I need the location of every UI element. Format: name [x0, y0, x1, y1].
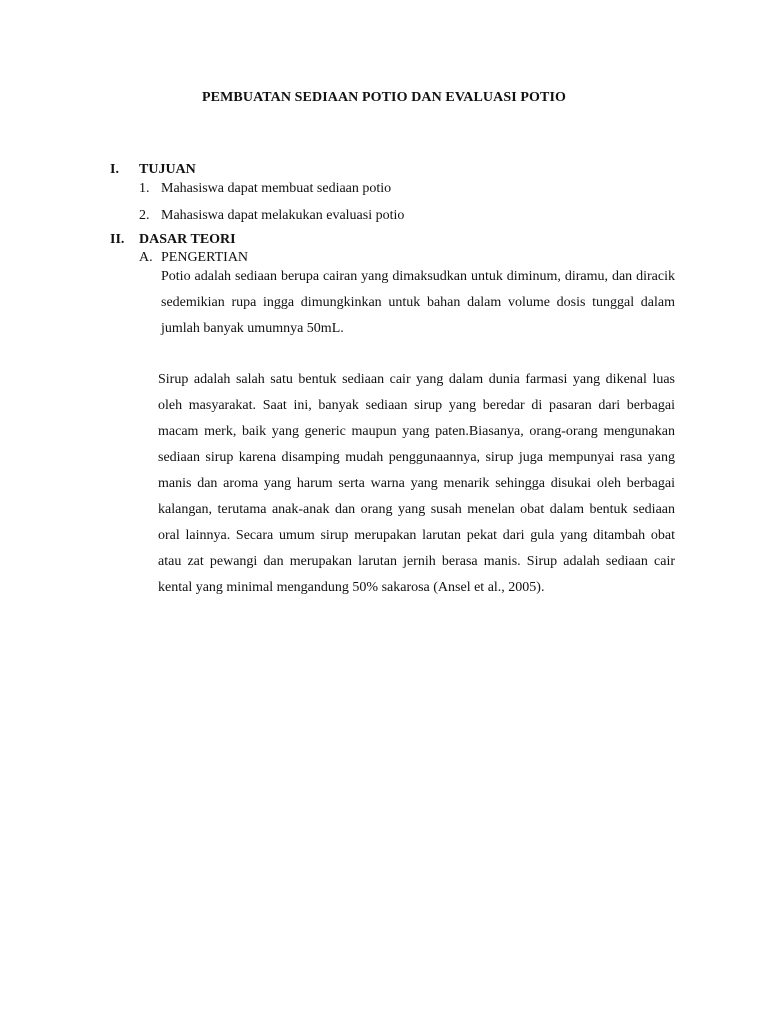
paragraph-potio-definition: Potio adalah sediaan berupa cairan yang dimaksudkan untuk diminum, diramu, dan diracik sedemikian rupa ingga dimungkinkan untuk bahan dalam volume dosis tunggal dalam jumlah banyak umumnya 50mL.: [161, 269, 675, 336]
list-item-text-1: Mahasiswa dapat membuat sediaan potio: [161, 181, 392, 196]
section-heading-dasar-teori: DASAR TEORI: [139, 232, 236, 247]
section-number-2: II.: [110, 232, 125, 247]
list-item-text-2: Mahasiswa dapat melakukan evaluasi potio: [161, 208, 405, 223]
list-item-number-2: 2.: [139, 208, 150, 223]
subsection-letter-a: A.: [139, 250, 153, 265]
section-heading-tujuan: TUJUAN: [139, 162, 196, 177]
document-title: PEMBUATAN SEDIAAN POTIO DAN EVALUASI POTIO: [202, 90, 566, 105]
section-number-1: I.: [110, 162, 119, 177]
list-item-number-1: 1.: [139, 181, 150, 196]
paragraph-sirup-definition: Sirup adalah salah satu bentuk sediaan cair yang dalam dunia farmasi yang dikenal luas oleh masyarakat. Saat ini, banyak sediaan sirup yang beredar di pasaran dari berbagai macam merk, baik yang generic maupun yang paten.Biasanya, orang-orang mengunakan sediaan sirup karena disamping mudah penggunaannya, sirup juga mempunyai rasa yang manis dan aroma yang harum serta warna yang menarik sehingga disukai oleh berbagai kalangan, terutama anak-anak dan orang yang susah menelan obat dalam bentuk sediaan oral lainnya. Secara umum sirup merupakan larutan pekat dari gula yang ditambah obat atau zat pewangi dan merupakan larutan jernih berasa manis. Sirup adalah sediaan cair kental yang minimal mengandung 50% sakarosa (Ansel et al., 2005).: [158, 372, 675, 595]
subsection-heading-pengertian: PENGERTIAN: [161, 250, 249, 265]
